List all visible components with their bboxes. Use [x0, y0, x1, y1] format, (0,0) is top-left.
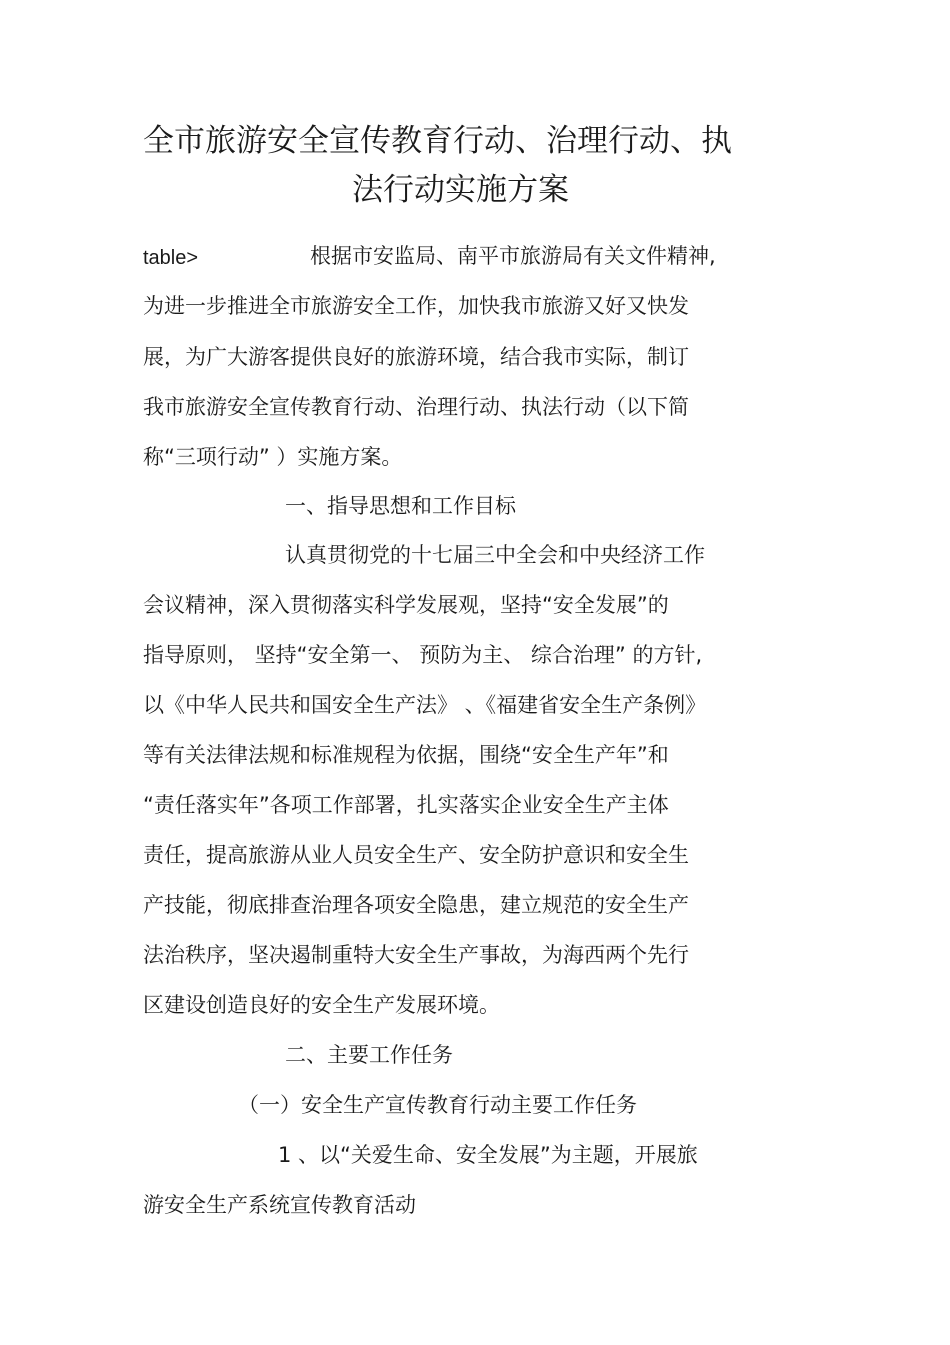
intro-line-1: 根据市安监局、南平市旅游局有关文件精神, [310, 244, 716, 268]
section-2-item-1-line-2: 游安全生产系统宣传教育活动 [143, 1193, 416, 1217]
section-2-subheading: （一）安全生产宣传教育行动主要工作任务 [238, 1093, 637, 1117]
section-2-heading: 二、主要工作任务 [285, 1043, 453, 1067]
document-title-line-2: 法行动实施方案 [352, 172, 569, 208]
section-1-line-6: “责任落实年”各项工作部署，扎实落实企业安全生产主体 [143, 793, 669, 817]
intro-line-3: 展，为广大游客提供良好的旅游环境，结合我市实际，制订 [143, 345, 689, 369]
section-1-line-4: 以《中华人民共和国安全生产法》 、《福建省安全生产条例》 [143, 693, 707, 717]
intro-line-2: 为进一步推进全市旅游安全工作，加快我市旅游又好又快发 [143, 294, 689, 318]
section-1-heading: 一、指导思想和工作目标 [285, 494, 516, 518]
intro-line-4: 我市旅游安全宣传教育行动、治理行动、执法行动（以下简 [143, 395, 689, 419]
section-1-line-9: 法治秩序，坚决遏制重特大安全生产事故，为海西两个先行 [143, 943, 689, 967]
section-1-line-2: 会议精神，深入贯彻落实科学发展观，坚持“安全发展”的 [143, 593, 669, 617]
section-1-line-7: 责任，提高旅游从业人员安全生产、安全防护意识和安全生 [143, 843, 689, 867]
section-1-line-10: 区建设创造良好的安全生产发展环境。 [143, 993, 500, 1017]
section-1-line-3: 指导原则， 坚持“安全第一、 预防为主、 综合治理” 的方针, [143, 643, 703, 667]
intro-line-5: 称“三项行动” ）实施方案。 [143, 445, 403, 469]
section-1-line-1: 认真贯彻党的十七届三中全会和中央经济工作 [285, 543, 705, 567]
stray-markup-text: table> [143, 247, 199, 269]
document-title-line-1: 全市旅游安全宣传教育行动、治理行动、执 [143, 123, 732, 159]
section-1-line-8: 产技能，彻底排查治理各项安全隐患，建立规范的安全生产 [143, 893, 689, 917]
section-1-line-5: 等有关法律法规和标准规程为依据，围绕“安全生产年”和 [143, 743, 669, 767]
section-2-item-1-line-1: 1 、以“关爱生命、安全发展”为主题，开展旅 [278, 1143, 698, 1167]
